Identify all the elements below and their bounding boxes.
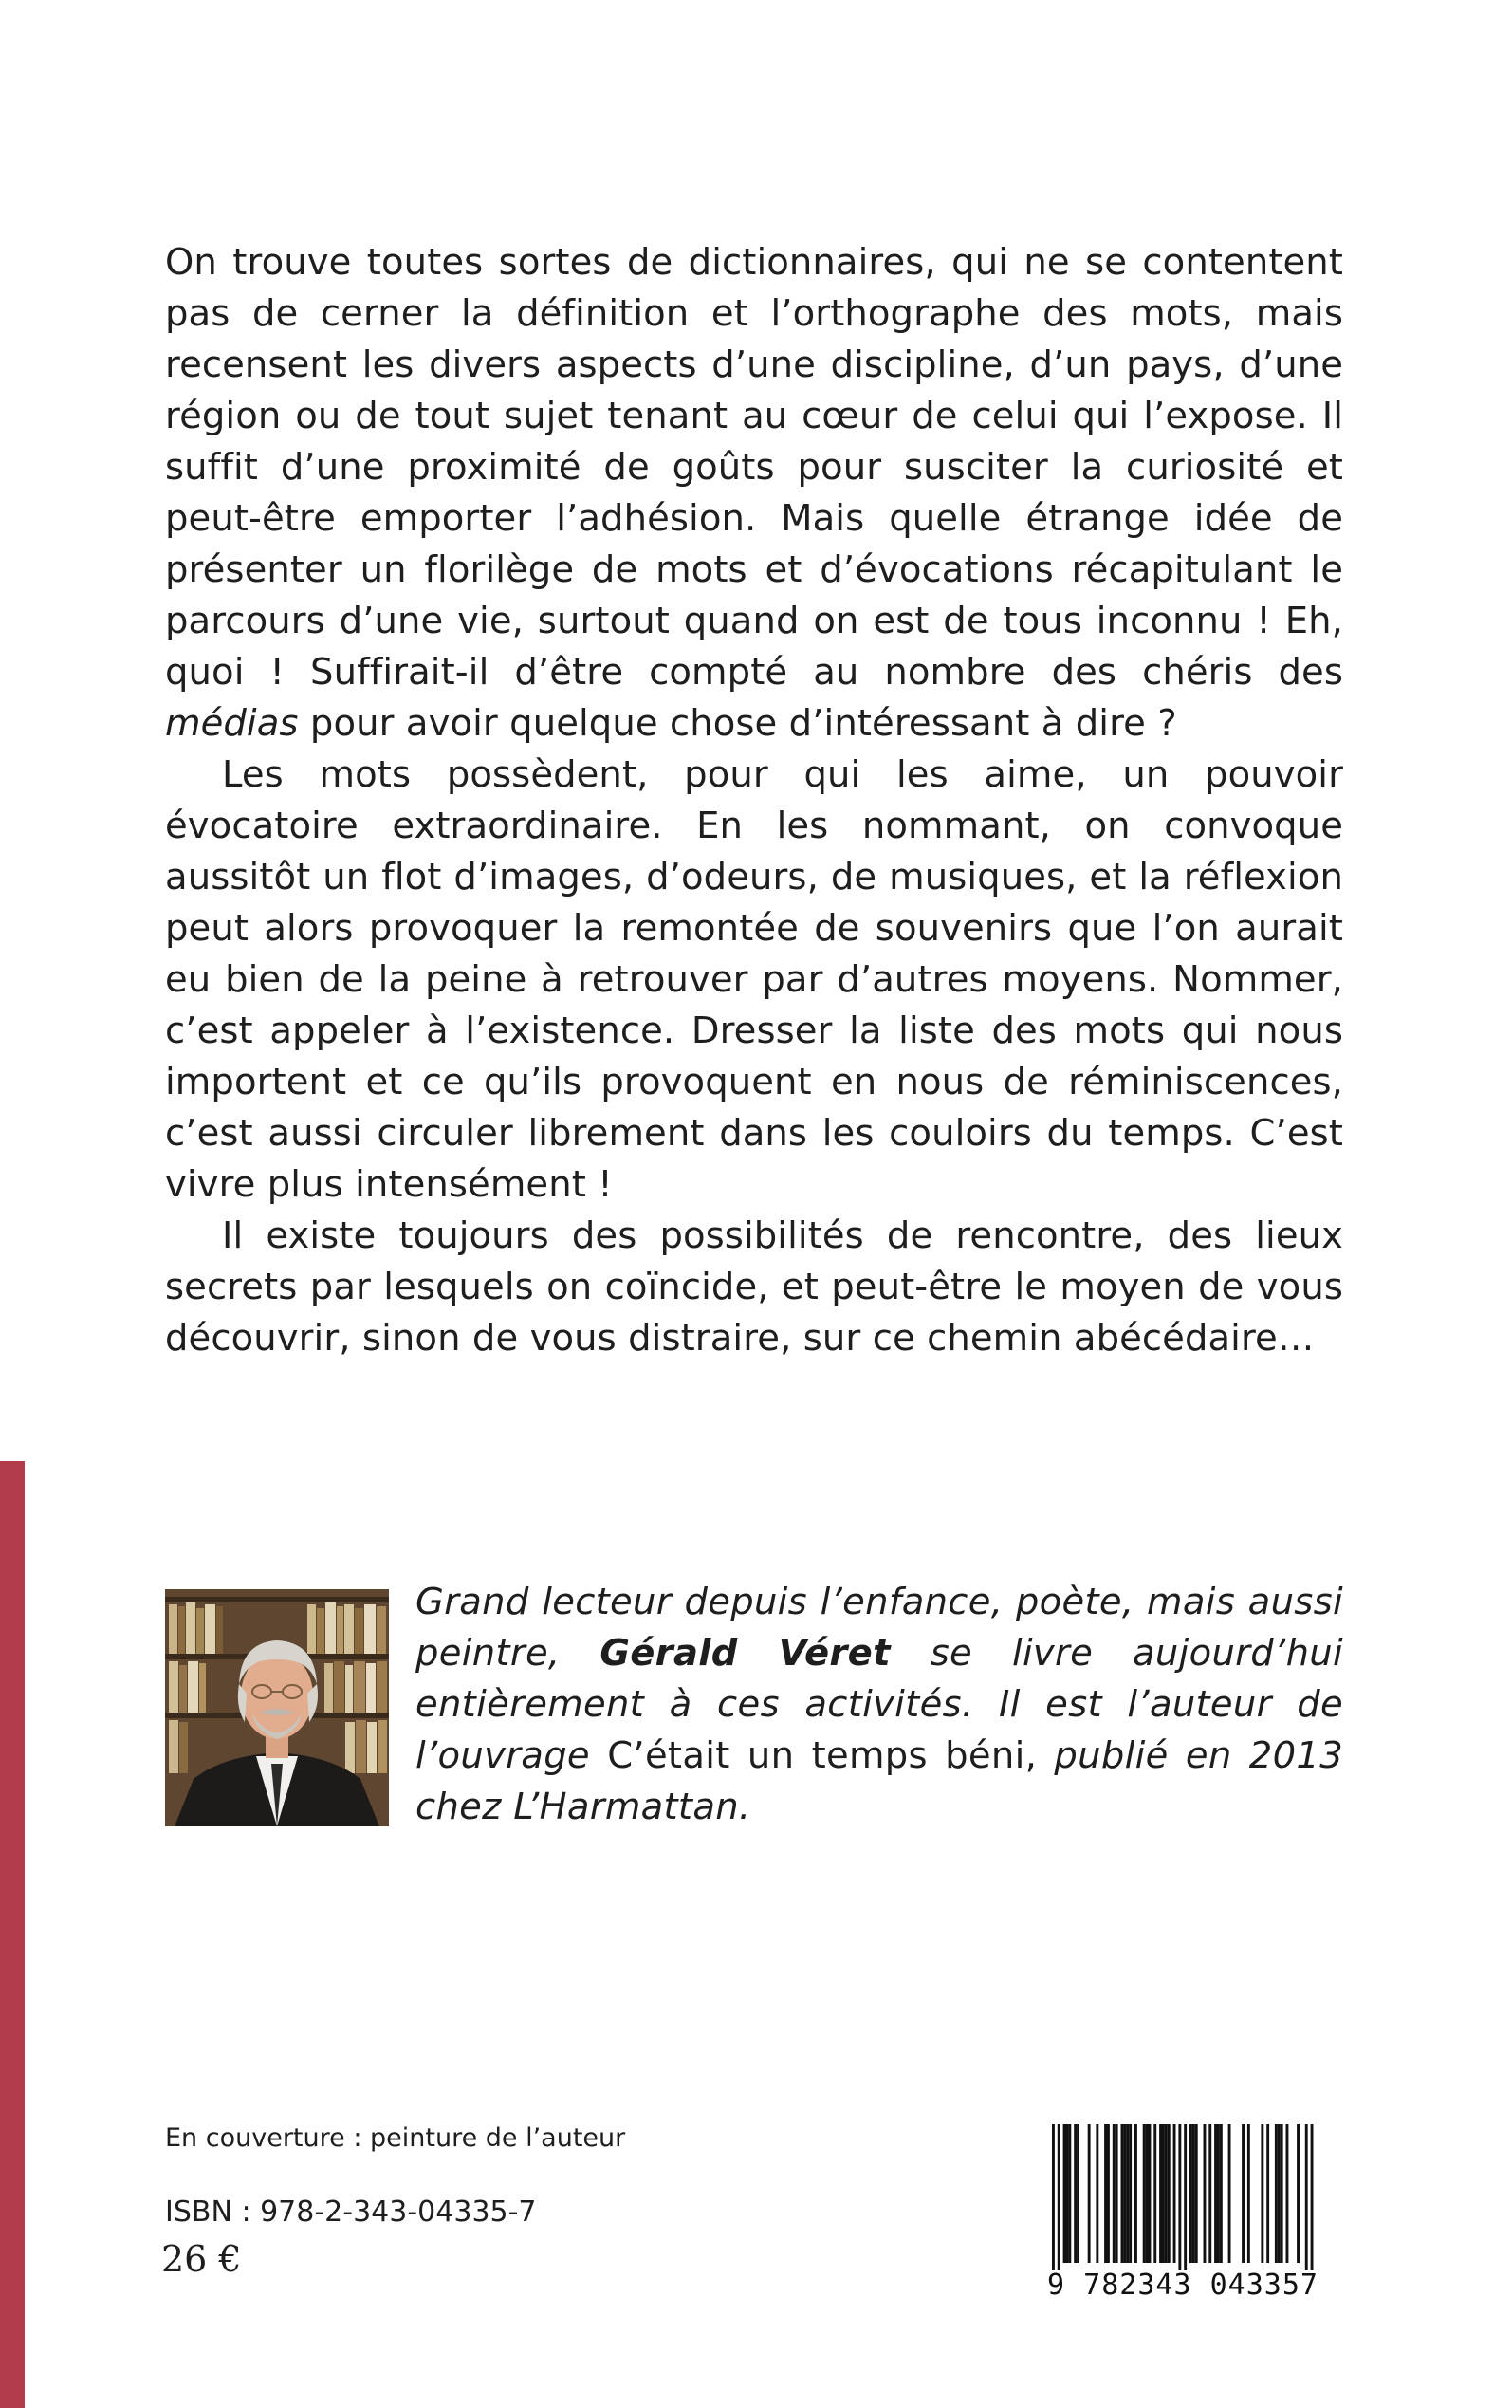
barcode-bar [1134, 2124, 1137, 2263]
author-bio [415, 1577, 1343, 1833]
cover-credit: En couverture : peinture de l’auteur [165, 2123, 626, 2153]
barcode-bar [1096, 2124, 1098, 2263]
barcode-bar [1159, 2124, 1162, 2263]
blurb-p1-start: On trouve toutes sortes de dictionnaires, qui ne se contentent pas de cerner la définition et l’orthographe des mots, mais recensent les divers aspects d’une discipline, d’un pays, d’une région ou de tout sujet tenant au cœur de celui qui l’expose. Il suffit d’une proximité de goûts pour susciter la curiosité et peut-être emporter l’adhésion. Mais quelle étrange idée de présenter un florilège de mots et d’évocations récapitulant le parcours d’une vie, surtout quand on est de tous inconnu ! Eh, quoi ! Suffirait-il d’être compté au nombre des chéris des [165, 241, 1343, 694]
blurb-paragraph-1 [165, 237, 1343, 750]
barcode-bar [1192, 2124, 1195, 2263]
barcode-bar [1088, 2124, 1091, 2263]
barcode-bar [1149, 2124, 1152, 2263]
author-photo [165, 1589, 389, 1826]
barcode-bar [1286, 2124, 1289, 2263]
barcode-bar [1162, 2124, 1165, 2263]
barcode-bar [1066, 2124, 1069, 2263]
barcode-bar [1121, 2124, 1124, 2263]
price: 26 € [161, 2238, 242, 2280]
barcode-bar [1189, 2124, 1192, 2263]
barcode-bar [1153, 2124, 1156, 2263]
barcode-bar [1143, 2124, 1146, 2263]
author-name: Gérald Véret [599, 1632, 891, 1675]
barcode-bar [1173, 2124, 1176, 2263]
barcode-bar [1063, 2124, 1066, 2263]
blurb-p1-italic-word: médias [165, 702, 299, 745]
barcode-bar [1068, 2124, 1071, 2263]
barcode-bar [1311, 2124, 1314, 2270]
barcode-bar [1107, 2124, 1110, 2263]
barcode-bar [1204, 2124, 1207, 2263]
barcode-bar [1123, 2124, 1126, 2263]
blurb-paragraph-2: Les mots possèdent, pour qui les aime, un pouvoir évocatoire extraordinaire. En les nommant, on convoque aussitôt un flot d’images, d’odeurs, de musiques, et la réflexion peut alors provoquer la remontée de souvenirs que l’on aurait eu bien de la peine à retrouver par d’autres moyens. Nommer, c’est appeler à l’existence. Dresser la liste des mots qui nous importent et ce qu’ils provoquent en nous de réminiscences, c’est aussi circuler librement dans les couloirs du temps. C’est vivre plus intensément ! [165, 753, 1343, 1206]
bio-text-3: publié en 2013 chez L’Harmattan. [415, 1734, 1343, 1828]
barcode-bar [1146, 2124, 1149, 2263]
barcode-bar [1195, 2124, 1198, 2263]
barcode-bar [1104, 2124, 1107, 2263]
barcode-bar [1052, 2124, 1055, 2270]
barcode-bar [1129, 2124, 1132, 2263]
barcode-bar [1077, 2124, 1079, 2263]
barcode-bar [1168, 2124, 1171, 2263]
barcode-bar [1058, 2124, 1060, 2270]
barcode-bar [1305, 2124, 1308, 2270]
bio-text-1: Grand lecteur depuis l’enfance, poète, mais aussi peintre, [415, 1581, 1343, 1675]
barcode-bar [1261, 2124, 1263, 2263]
barcode-bar [1266, 2124, 1269, 2263]
barcode-bar [1184, 2124, 1187, 2270]
barcode-bar [1208, 2124, 1211, 2263]
barcode-bar [1113, 2124, 1116, 2263]
barcode-bar [1126, 2124, 1129, 2263]
barcode-number: 9 782343 043357 [1047, 2269, 1318, 2299]
isbn: ISBN : 978-2-343-04335-7 [165, 2195, 537, 2229]
barcode-bar [1247, 2124, 1250, 2263]
barcode-bar [1297, 2124, 1300, 2263]
barcode-bar [1242, 2124, 1245, 2263]
barcode-bar [1220, 2124, 1223, 2263]
barcode-bar [1074, 2124, 1077, 2263]
barcode-bar [1165, 2124, 1168, 2263]
barcode-bar [1214, 2124, 1217, 2263]
blurb-paragraph-3: Il existe toujours des possibilités de rencontre, des lieux secrets par lesquels on coïncide, et peut-être le moyen de vous découvrir, sinon de vous distraire, sur ce chemin abécédaire… [165, 1214, 1343, 1360]
barcode-bar [1217, 2124, 1220, 2263]
barcode-bar [1228, 2124, 1231, 2263]
previous-book-title: C’était un temps béni, [607, 1734, 1038, 1777]
barcode-bar [1281, 2124, 1283, 2263]
barcode-bar [1278, 2124, 1281, 2263]
back-cover-blurb [165, 237, 1343, 1364]
isbn-barcode [1039, 2122, 1328, 2299]
barcode-bar [1275, 2124, 1278, 2263]
bio-text-2: se livre aujourd’hui entièrement à ces activités. Il est l’auteur de l’ouvrage [415, 1632, 1343, 1777]
barcode-bar [1178, 2124, 1181, 2270]
spine-accent-bar [0, 1461, 25, 2408]
blurb-p1-end: pour avoir quelque chose d’intéressant à dire ? [298, 702, 1177, 745]
barcode-bar [1116, 2124, 1118, 2263]
